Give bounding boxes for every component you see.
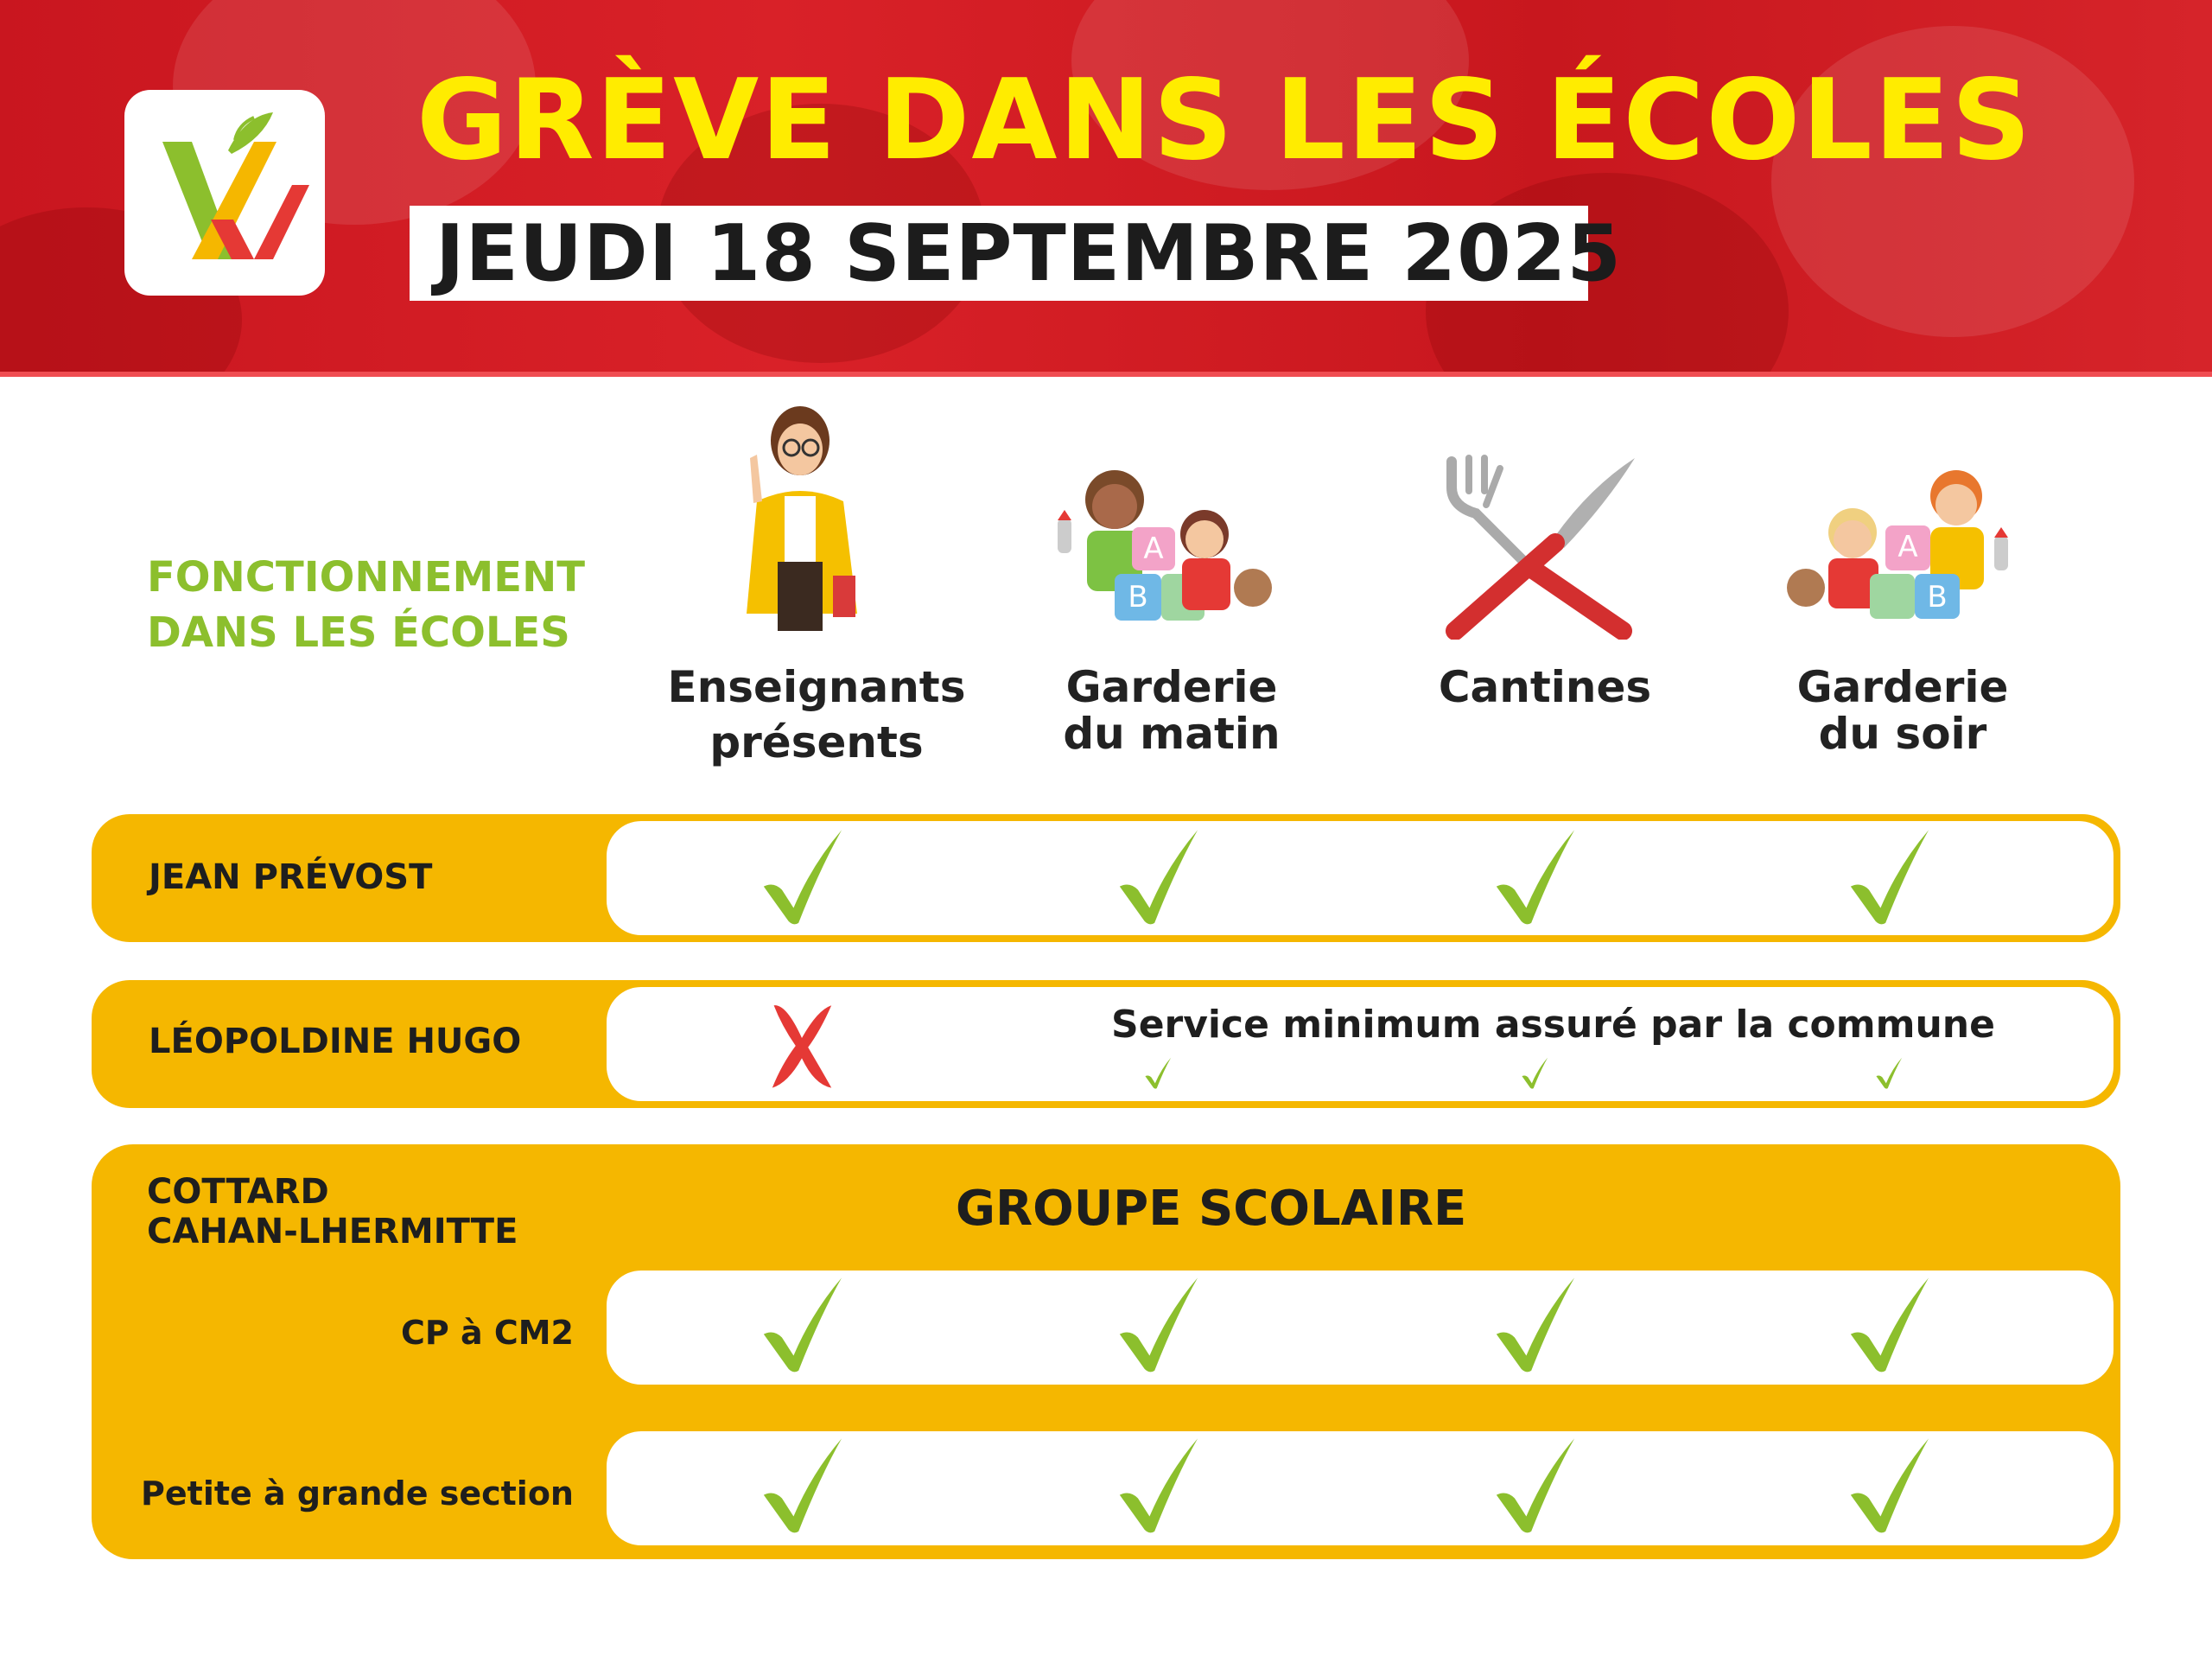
small-check-icon: [1519, 1057, 1550, 1090]
teacher-icon: [731, 406, 878, 648]
check-icon: [1493, 828, 1576, 928]
svg-text:B: B: [1128, 580, 1148, 615]
check-icon: [760, 1276, 843, 1376]
check-icon: [1847, 828, 1930, 928]
school-row-jean-prevost: [92, 814, 2120, 942]
section-label: [147, 550, 631, 660]
group-title: GROUPE SCOLAIRE: [956, 1181, 1467, 1237]
column-label-line: Garderie: [1796, 662, 2009, 712]
children-blocks-icon: [1783, 458, 2017, 648]
column-label-canteens: [1389, 664, 1700, 710]
column-label-line: Cantines: [1438, 662, 1652, 712]
service-note: Service minimum assuré par la commune: [1111, 1003, 1995, 1047]
check-icon: [1116, 1436, 1199, 1537]
school-row-leopoldine-hugo: [92, 980, 2120, 1108]
school-name: JEAN PRÉVOST: [149, 857, 433, 897]
subrow-label-cp-cm2: CP à CM2: [401, 1314, 574, 1352]
check-icon: [760, 828, 843, 928]
banner-border: [0, 372, 2212, 377]
column-label-teachers: [661, 664, 972, 766]
section-label-line1: FONCTIONNEMENT: [147, 553, 585, 602]
page-title: GRÈVE DANS LES ÉCOLES: [416, 56, 2033, 185]
group-school-name-line2: CAHAN-LHERMITTE: [147, 1212, 518, 1251]
strike-date: JEUDI 18 SEPTEMBRE 2025: [435, 208, 1623, 299]
column-label-line: du soir: [1818, 709, 1987, 759]
header-banner: [0, 0, 2212, 377]
school-group-cottard: [92, 1144, 2120, 1559]
column-label-line: du matin: [1063, 709, 1281, 759]
fork-knife-icon: [1434, 453, 1642, 640]
cross-icon: [763, 996, 841, 1096]
small-check-icon: [1142, 1057, 1173, 1090]
group-school-name: [147, 1172, 518, 1251]
svg-text:A: A: [1143, 532, 1164, 566]
check-icon: [1847, 1276, 1930, 1376]
check-icon: [1493, 1276, 1576, 1376]
check-icon: [1493, 1436, 1576, 1537]
column-label-evening-daycare: [1747, 664, 2058, 757]
column-label-line: Enseignants: [667, 662, 966, 712]
section-label-line2: DANS LES ÉCOLES: [147, 608, 570, 657]
column-label-line: Garderie: [1065, 662, 1278, 712]
svg-text:A: A: [1897, 530, 1918, 564]
vv-logo-icon: [124, 90, 325, 296]
date-box: [410, 206, 1623, 301]
group-school-name-line1: COTTARD: [147, 1172, 329, 1212]
svg-text:B: B: [1927, 580, 1948, 615]
check-icon: [1847, 1436, 1930, 1537]
children-blocks-icon: [1052, 458, 1286, 648]
subrow-label-maternelle: Petite à grande section: [141, 1474, 574, 1513]
check-icon: [760, 1436, 843, 1537]
small-check-icon: [1873, 1057, 1904, 1090]
column-label-morning-daycare: [1016, 664, 1327, 757]
check-icon: [1116, 1276, 1199, 1376]
check-icon: [1116, 828, 1199, 928]
school-name: LÉOPOLDINE HUGO: [149, 1022, 522, 1061]
column-label-line: présents: [709, 717, 924, 767]
